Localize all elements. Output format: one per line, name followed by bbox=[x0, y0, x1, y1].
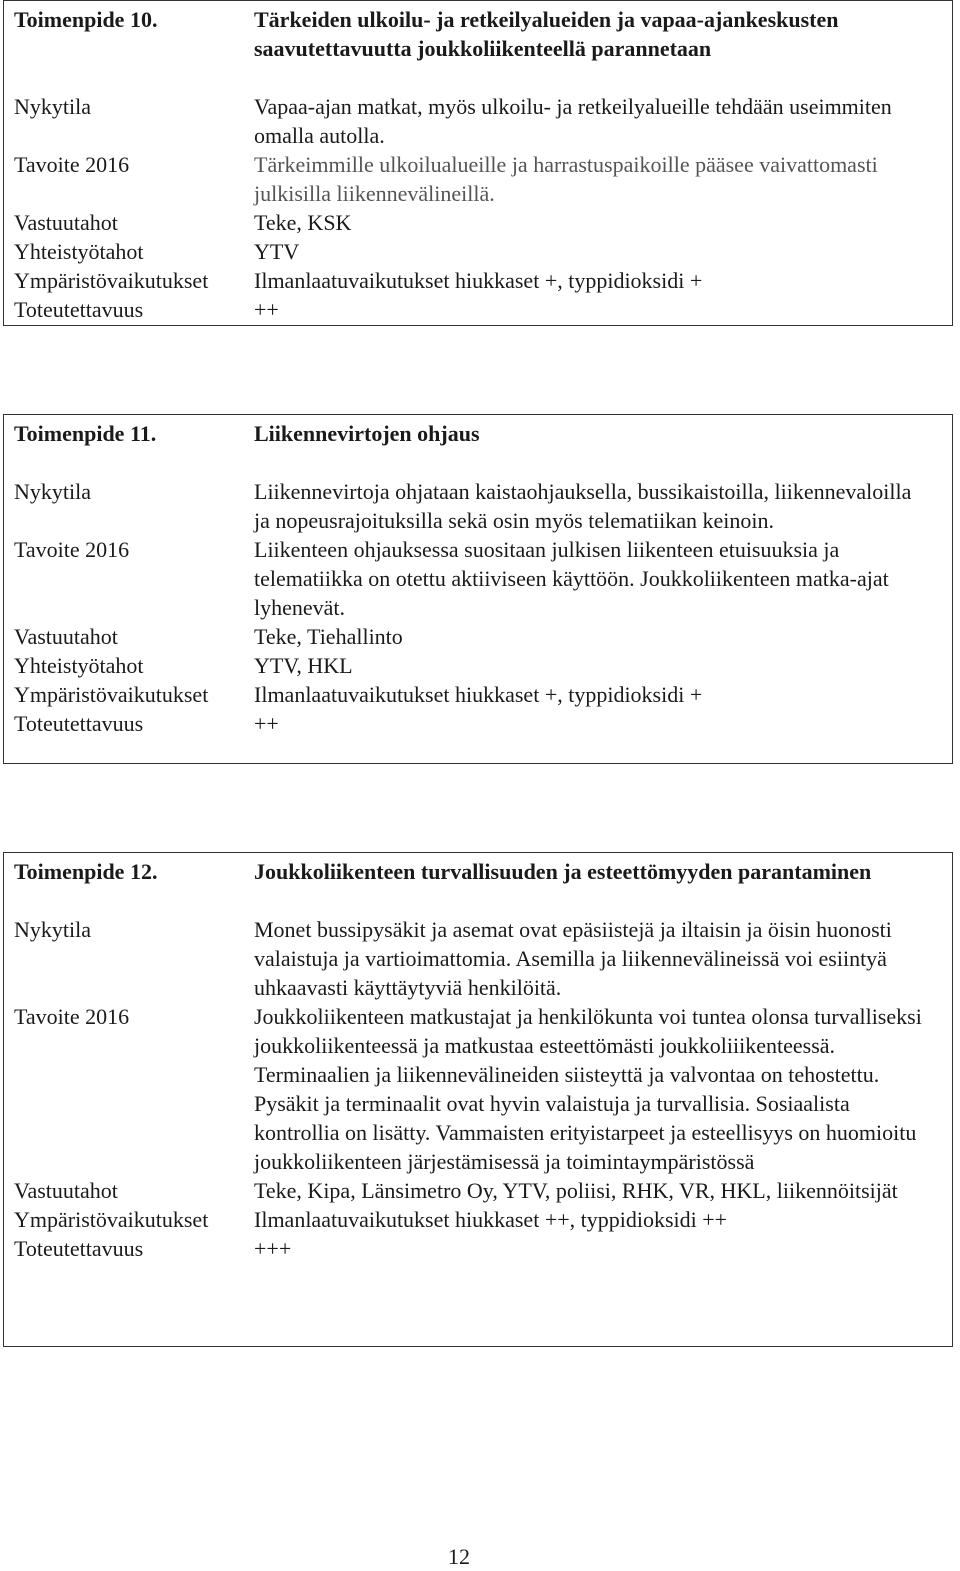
field-label: Nykytila bbox=[14, 917, 91, 942]
field-value: Liikenteen ohjauksessa suositaan julkisen liikenteen etuisuuksia ja telematiikka on otettu aktiiviseen käyttöön. Joukkoliikenteen matka-ajat lyhenevät. bbox=[254, 537, 889, 620]
field-label: Yhteistyötahot bbox=[14, 653, 144, 678]
measure-header bbox=[14, 857, 942, 886]
field-label: Ympäristövaikutukset bbox=[14, 1207, 209, 1232]
field-label: Vastuutahot bbox=[14, 624, 118, 649]
field-value: +++ bbox=[254, 1236, 292, 1261]
measure-number: Toimenpide 10. bbox=[14, 7, 158, 32]
field-label: Nykytila bbox=[14, 94, 91, 119]
field-value: Teke, KSK bbox=[254, 210, 352, 235]
field-value: YTV, HKL bbox=[254, 653, 353, 678]
field-value: Ilmanlaatuvaikutukset hiukkaset +, typpidioksidi + bbox=[254, 682, 703, 707]
page-number: 12 bbox=[448, 1544, 470, 1569]
measure-11-box bbox=[3, 414, 953, 764]
measure-number: Toimenpide 11. bbox=[14, 421, 157, 446]
field-label: Toteutettavuus bbox=[14, 1236, 144, 1261]
field-label: Ympäristövaikutukset bbox=[14, 268, 209, 293]
field-row-nykytila bbox=[14, 915, 942, 1002]
field-value: Tärkeimmille ulkoilualueille ja harrastuspaikoille pääsee vaivattomasti julkisilla liikennevälineillä. bbox=[254, 152, 878, 206]
measure-number: Toimenpide 12. bbox=[14, 859, 158, 884]
field-label: Toteutettavuus bbox=[14, 711, 144, 736]
field-label: Tavoite 2016 bbox=[14, 1004, 130, 1029]
field-row-toteutettavuus bbox=[14, 709, 942, 738]
field-value: Vapaa-ajan matkat, myös ulkoilu- ja retkeilyalueille tehdään useimmiten omalla autolla. bbox=[254, 94, 892, 148]
field-label: Vastuutahot bbox=[14, 1178, 118, 1203]
field-value: Teke, Kipa, Länsimetro Oy, YTV, poliisi, RHK, VR, HKL, liikennöitsijät bbox=[254, 1178, 898, 1203]
field-label: Tavoite 2016 bbox=[14, 152, 130, 177]
field-row-ymparistovaikutukset bbox=[14, 1205, 942, 1234]
field-value: Liikennevirtoja ohjataan kaistaohjauksella, bussikaistoilla, liikennevaloilla ja nopeusrajoituksilla sekä osin myös telematiikan keinoin. bbox=[254, 479, 912, 533]
field-row-vastuutahot bbox=[14, 622, 942, 651]
field-row-ymparistovaikutukset bbox=[14, 266, 942, 295]
field-value: Ilmanlaatuvaikutukset hiukkaset ++, typpidioksidi ++ bbox=[254, 1207, 728, 1232]
field-row-yhteistyotahot bbox=[14, 651, 942, 680]
measure-title: Tärkeiden ulkoilu- ja retkeilyalueiden ja vapaa-ajankeskusten saavutettavuutta joukkoliikenteellä parannetaan bbox=[254, 7, 839, 61]
measure-header bbox=[14, 419, 942, 448]
field-value: ++ bbox=[254, 297, 279, 322]
measure-title: Joukkoliikenteen turvallisuuden ja esteettömyyden parantaminen bbox=[254, 859, 872, 884]
field-row-tavoite bbox=[14, 535, 942, 622]
measure-10-box bbox=[3, 0, 953, 326]
field-row-toteutettavuus bbox=[14, 1234, 942, 1263]
field-value: Joukkoliikenteen matkustajat ja henkilökunta voi tuntea olonsa turvalliseksi joukkoliikenteessä ja matkustaa esteettömästi joukkoliiikenteessä. Terminaalien ja liikennevälineiden siisteyttä ja valvontaa on tehostettu. Pysäkit ja terminaalit ovat hyvin valaistuja ja turvallisia. Sosiaalista kontrollia on lisätty. Vammaisten erityistarpeet ja esteellisyys on huomioitu joukkoliikenteen järjestämisessä ja toimintaympäristössä bbox=[254, 1004, 922, 1174]
field-value: Monet bussipysäkit ja asemat ovat epäsiistejä ja iltaisin ja öisin huonosti valaistuja ja vartioimattomia. Asemilla ja liikennevälineissä voi esiintyä uhkaavasti käyttäytyviä henkilöitä. bbox=[254, 917, 892, 1000]
field-row-nykytila bbox=[14, 92, 942, 150]
measure-title: Liikennevirtojen ohjaus bbox=[254, 421, 480, 446]
field-row-nykytila bbox=[14, 477, 942, 535]
field-value: Ilmanlaatuvaikutukset hiukkaset +, typpidioksidi + bbox=[254, 268, 703, 293]
field-row-vastuutahot bbox=[14, 1176, 942, 1205]
field-row-ymparistovaikutukset bbox=[14, 680, 942, 709]
field-row-tavoite bbox=[14, 150, 942, 208]
field-label: Tavoite 2016 bbox=[14, 537, 130, 562]
field-value: Teke, Tiehallinto bbox=[254, 624, 403, 649]
field-row-tavoite bbox=[14, 1002, 942, 1176]
measure-header bbox=[14, 5, 942, 63]
measure-12-box bbox=[3, 852, 953, 1347]
field-row-yhteistyotahot bbox=[14, 237, 942, 266]
field-value: YTV bbox=[254, 239, 300, 264]
field-label: Nykytila bbox=[14, 479, 91, 504]
field-label: Yhteistyötahot bbox=[14, 239, 144, 264]
field-row-toteutettavuus bbox=[14, 295, 942, 324]
field-label: Ympäristövaikutukset bbox=[14, 682, 209, 707]
field-label: Toteutettavuus bbox=[14, 297, 144, 322]
field-row-vastuutahot bbox=[14, 208, 942, 237]
field-value: ++ bbox=[254, 711, 279, 736]
field-label: Vastuutahot bbox=[14, 210, 118, 235]
